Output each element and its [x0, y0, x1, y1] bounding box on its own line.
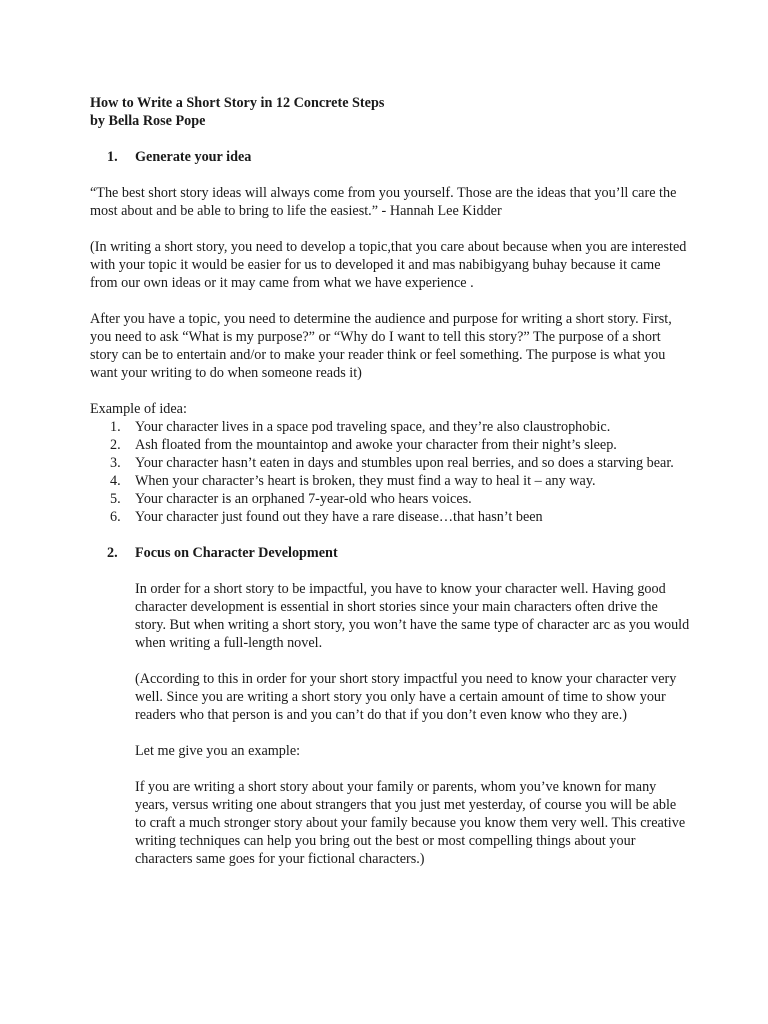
- list-item-number: 5.: [110, 491, 121, 507]
- list-item-number: 4.: [110, 473, 121, 489]
- list-item-number: 3.: [110, 455, 121, 471]
- document-byline: by Bella Rose Pope: [90, 113, 206, 129]
- section-2-paragraph-4: If you are writing a short story about your family or parents, whom you’ve known for many years, versus writing one about strangers that you just met yesterday, of course you will be able to craft a much stronger story about your family because you know them very well. This creative writing techniques can help you bring out the best or most compelling things about your characters same goes for your fictional characters.): [135, 779, 686, 867]
- section-1-quote: “The best short story ideas will always come from you yourself. Those are the ideas that you’ll care the most about and be able to bring to life the easiest.” - Hannah Lee Kidder: [90, 185, 677, 219]
- section-1-heading: [90, 148, 690, 166]
- document-title: How to Write a Short Story in 12 Concrete Steps: [90, 95, 385, 111]
- section-2-paragraph-2: (According to this in order for your short story impactful you need to know your character very well. Since you are writing a short story you only have a certain amount of time to show your readers who that person is and you can’t do that if you don’t even know who they are.): [135, 671, 677, 723]
- section-1-paragraph-2: After you have a topic, you need to determine the audience and purpose for writing a short story. First, you need to ask “What is my purpose?” or “Why do I want to tell this story?” The purpose of a short story can be to entertain and/or to make your reader think or feel something. The purpose is what you want your writing to do when someone reads it): [90, 311, 672, 381]
- list-item: [90, 508, 690, 526]
- list-item: [90, 472, 690, 490]
- examples-list: [90, 418, 690, 526]
- list-item-text: Your character is an orphaned 7-year-old who hears voices.: [135, 491, 472, 507]
- list-item-text: Ash floated from the mountaintop and awoke your character from their night’s sleep.: [135, 437, 617, 453]
- list-item-number: 2.: [110, 437, 121, 453]
- section-2-paragraph-3: Let me give you an example:: [135, 743, 301, 759]
- list-item: [90, 454, 690, 472]
- section-1-title: Generate your idea: [135, 149, 252, 165]
- list-item-text: Your character lives in a space pod traveling space, and they’re also claustrophobic.: [135, 419, 611, 435]
- section-2-number: 2.: [107, 545, 118, 561]
- section-2-title: Focus on Character Development: [135, 545, 338, 561]
- list-item: [90, 436, 690, 454]
- list-item-text: Your character just found out they have a rare disease…that hasn’t been: [135, 509, 543, 525]
- section-1-paragraph-1: (In writing a short story, you need to develop a topic,that you care about because when you are interested with your topic it would be easier for us to developed it and mas nabibigyang buhay because it came from our own ideas or it may came from what we have experience .: [90, 239, 687, 291]
- list-item-number: 1.: [110, 419, 121, 435]
- list-item-text: Your character hasn’t eaten in days and stumbles upon real berries, and so does a starving bear.: [135, 455, 674, 471]
- examples-label: Example of idea:: [90, 401, 187, 417]
- list-item-text: When your character’s heart is broken, they must find a way to heal it – any way.: [135, 473, 596, 489]
- section-1-number: 1.: [107, 149, 118, 165]
- document-page: [90, 94, 690, 868]
- section-2-paragraph-1: In order for a short story to be impactful, you have to know your character well. Having good character development is essential in short stories since your main characters often drive the story. But when writing a short story, you won’t have the same type of character arc as you would when writing a full-length novel.: [135, 581, 690, 651]
- list-item: [90, 490, 690, 508]
- document-header: [90, 94, 690, 130]
- list-item: [90, 418, 690, 436]
- section-2-heading: [90, 544, 690, 562]
- list-item-number: 6.: [110, 509, 121, 525]
